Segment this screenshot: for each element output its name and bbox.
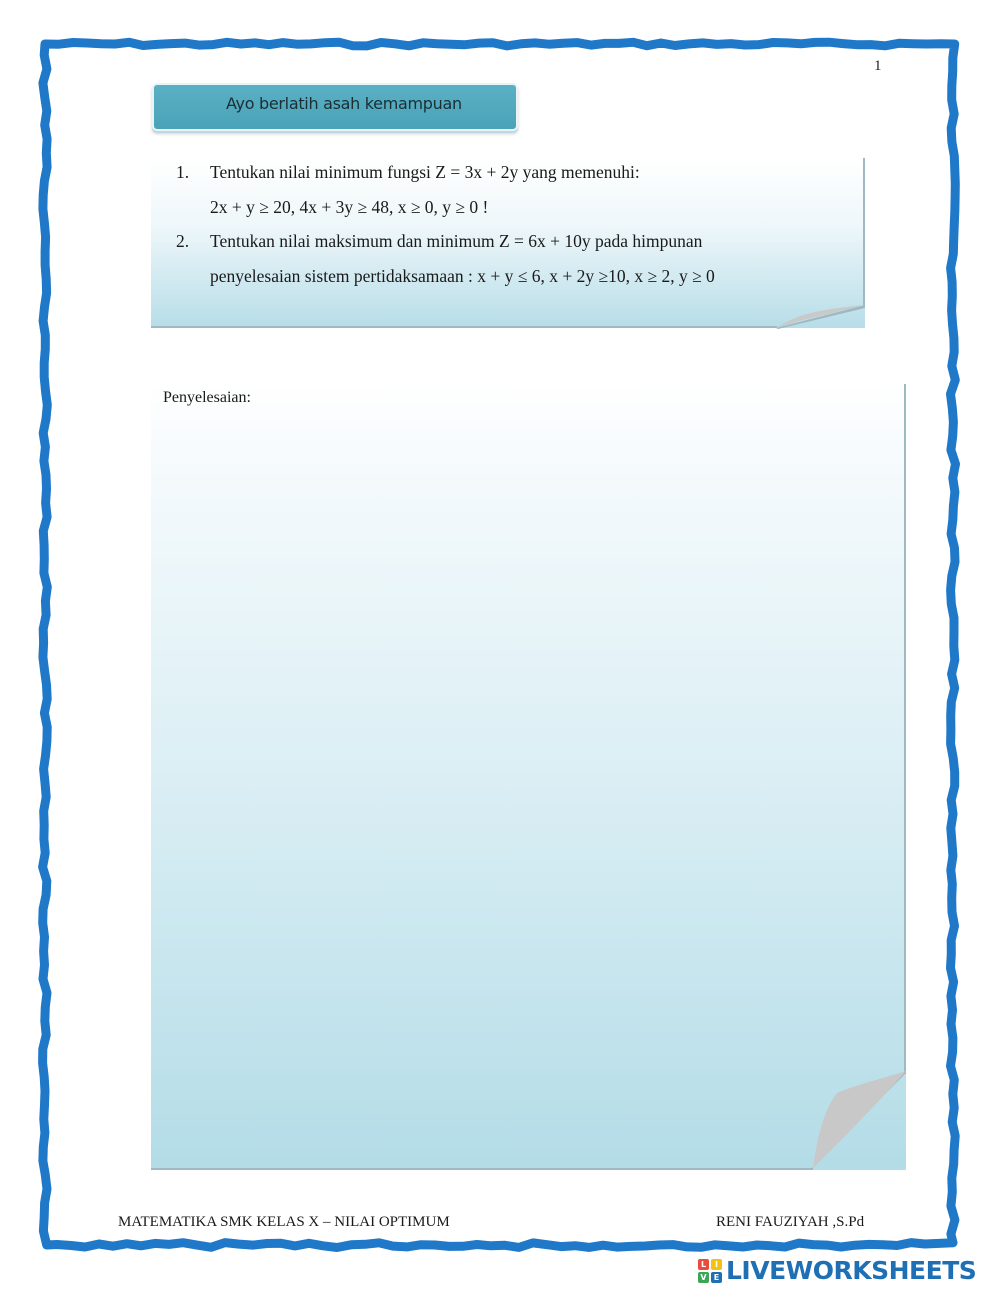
logo-tile: E [711, 1272, 722, 1283]
question-1-line-1: Tentukan nilai minimum fungsi Z = 3x + 2y yang memenuhi: [210, 162, 640, 182]
page-number: 1 [874, 58, 882, 74]
question-2-line-2: penyelesaian sistem pertidaksamaan : x + y ≤ 6, x + 2y ≥10, x ≥ 2, y ≥ 0 [210, 266, 715, 286]
page-curl-decoration [811, 1069, 908, 1171]
logo-tile: V [698, 1272, 709, 1283]
footer-author: RENI FAUZIYAH ,S.Pd [716, 1214, 865, 1230]
footer-subject: MATEMATIKA SMK KELAS X – NILAI OPTIMUM [118, 1214, 450, 1230]
liveworksheets-logo [698, 1258, 976, 1284]
answer-label: Penyelesaian: [163, 389, 251, 406]
question-1-line-2: 2x + y ≥ 20, 4x + 3y ≥ 48, x ≥ 0, y ≥ 0 ! [210, 197, 489, 217]
answer-input-area[interactable] [160, 414, 890, 1064]
question-2-line-1: Tentukan nilai maksimum dan minimum Z = 6x + 10y pada himpunan [210, 231, 703, 251]
logo-text: LIVEWORKSHEETS [726, 1256, 977, 1285]
page-curl-decoration [776, 304, 868, 330]
logo-tile: L [698, 1259, 709, 1270]
banner-title: Ayo berlatih asah kemampuan [226, 94, 462, 113]
liveworksheets-icon [698, 1259, 722, 1283]
question-1-number: 1. [176, 162, 190, 182]
question-2-number: 2. [176, 231, 190, 251]
title-banner [152, 83, 518, 131]
logo-tile: I [711, 1259, 722, 1270]
